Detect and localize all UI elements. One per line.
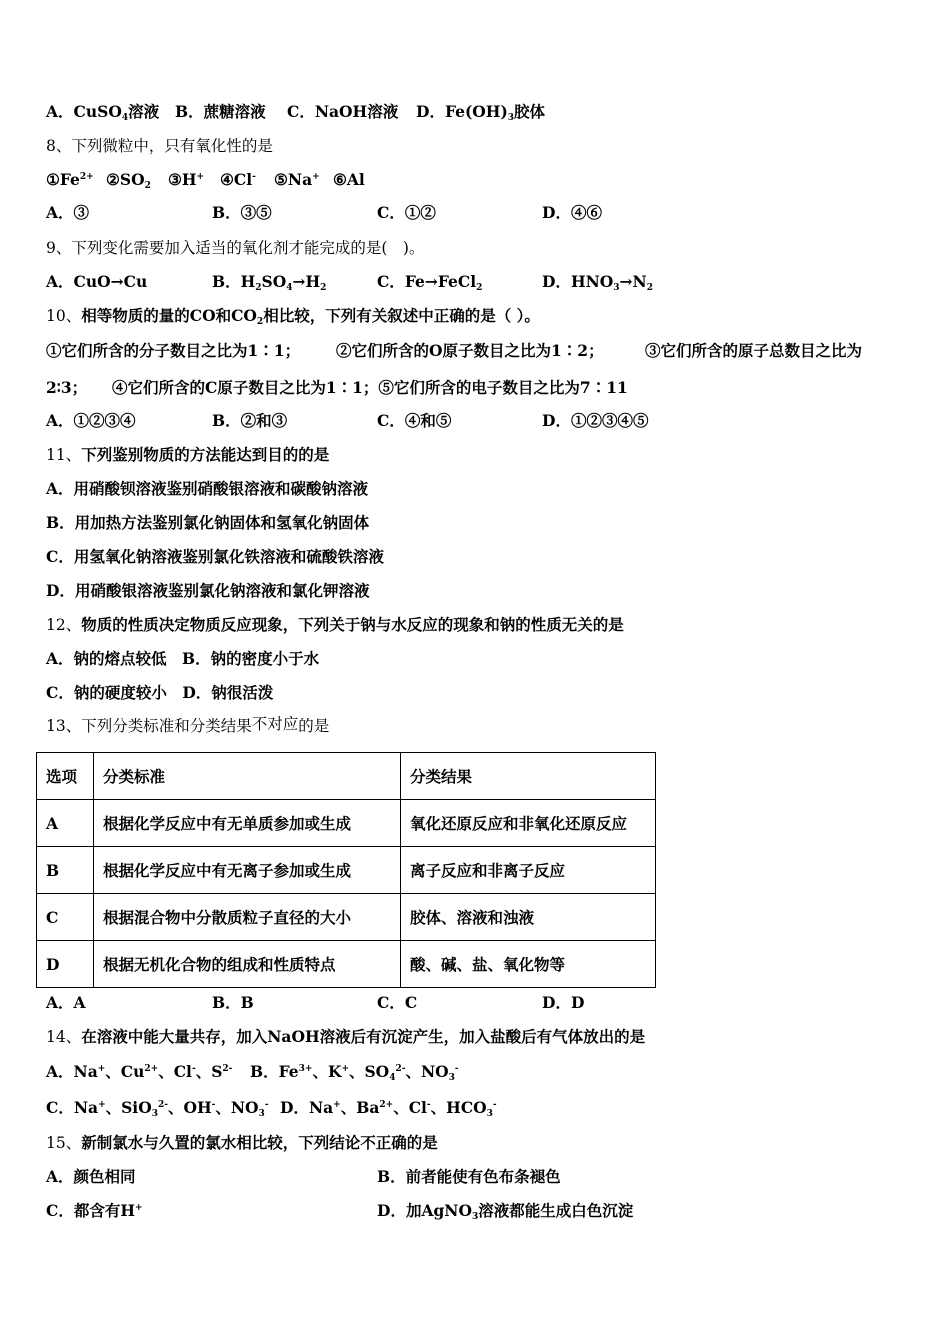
- table-cell: D: [37, 941, 94, 988]
- q11-option-a[interactable]: A．用硝酸钡溶液鉴别硝酸银溶液和碳酸钠溶液: [46, 479, 369, 498]
- q8-option-c[interactable]: C．①②: [377, 203, 436, 222]
- table-cell: C: [37, 894, 94, 941]
- table-cell: 根据无机化合物的组成和性质特点: [94, 941, 401, 988]
- q15-option-d[interactable]: D．加AgNO$_3$溶液都能生成白色沉淀: [377, 1201, 634, 1222]
- q9-stem: 9、下列变化需要加入适当的氧化剂才能完成的是( )。: [46, 239, 425, 257]
- table-cell: 酸、碱、盐、氧化物等: [401, 941, 656, 988]
- q13-stem: 13、下列分类标准和分类结果不对应的是: [46, 715, 330, 735]
- q14-stem: 14、在溶液中能大量共存，加入NaOH溶液后有沉淀产生，加入盐酸后有气体放出的是: [46, 1027, 646, 1046]
- q7-option-c[interactable]: C．NaOH溶液: [287, 102, 399, 121]
- q8-stem: 8、下列微粒中，只有氧化性的是: [46, 137, 273, 155]
- q12-stem: 12、物质的性质决定物质反应现象，下列关于钠与水反应的现象和钠的性质无关的是: [46, 615, 624, 634]
- q7-option-a[interactable]: A．CuSO$_4$溶液: [46, 102, 160, 123]
- table-header-cell: 选项: [37, 753, 94, 800]
- q15-option-b[interactable]: B．前者能使有色布条褪色: [377, 1167, 561, 1186]
- q11-option-d[interactable]: D．用硝酸银溶液鉴别氯化钠溶液和氯化钾溶液: [46, 581, 370, 600]
- table-header-cell: 分类标准: [94, 753, 401, 800]
- q10-stem: 10、相等物质的量的CO和$CO_2$相比较，下列有关叙述中正确的是（ ）。: [46, 306, 540, 327]
- q15-option-c[interactable]: C．都含有H+: [46, 1201, 143, 1220]
- table-header-row: [37, 753, 656, 800]
- q14-option-c[interactable]: C．Na+、SiO$_3^{2-}$、OH-、$NO_3^-$: [46, 1098, 269, 1119]
- q11-option-c[interactable]: C．用氢氧化钠溶液鉴别氯化铁溶液和硫酸铁溶液: [46, 547, 384, 566]
- classification-table: [36, 752, 656, 988]
- table-cell: 胶体、溶液和浊液: [401, 894, 656, 941]
- q8-option-b[interactable]: B．③⑤: [212, 203, 272, 222]
- q15-option-a[interactable]: A．颜色相同: [46, 1167, 136, 1186]
- q11-stem: 11、下列鉴别物质的方法能达到目的的是: [46, 445, 330, 464]
- q10-option-c[interactable]: C．④和⑤: [377, 411, 452, 430]
- table-row: [37, 800, 656, 847]
- table-cell: A: [37, 800, 94, 847]
- q12-options-line2[interactable]: C．钠的硬度较小 D．钠很活泼: [46, 683, 274, 702]
- q14-option-b[interactable]: B．$Fe^{3+}$、K+、$SO_4^{2-}$、$NO_3^-$: [250, 1062, 459, 1083]
- q7-option-b[interactable]: B．蔗糖溶液: [175, 102, 266, 121]
- table-row: [37, 894, 656, 941]
- table-row: [37, 847, 656, 894]
- q12-options-line1[interactable]: A．钠的熔点较低 B．钠的密度小于水: [46, 649, 320, 668]
- table-cell: B: [37, 847, 94, 894]
- q10-option-b[interactable]: B．②和③: [212, 411, 288, 430]
- q15-stem: 15、新制氯水与久置的氯水相比较，下列结论不正确的是: [46, 1133, 438, 1152]
- table-row: [37, 941, 656, 988]
- q13-option-b[interactable]: B．B: [212, 993, 254, 1012]
- q13-option-a[interactable]: A．A: [46, 993, 86, 1012]
- table-cell: 根据化学反应中有无离子参加或生成: [94, 847, 401, 894]
- table-cell: 氧化还原反应和非氧化还原反应: [401, 800, 656, 847]
- q10-option-a[interactable]: A．①②③④: [46, 411, 136, 430]
- q14-option-a[interactable]: A．Na+、$Cu^{2+}$、Cl-、$S^{2-}$: [46, 1062, 233, 1081]
- q8-option-d[interactable]: D．④⑥: [542, 203, 602, 222]
- q10-option-d[interactable]: D．①②③④⑤: [542, 411, 649, 430]
- q7-option-d[interactable]: D．$Fe(OH)_3$胶体: [416, 102, 546, 123]
- q11-option-b[interactable]: B．用加热方法鉴别氯化钠固体和氢氧化钠固体: [46, 513, 370, 532]
- q9-option-d[interactable]: D．$HNO_3\to N_2$: [542, 272, 653, 293]
- table-header-cell: 分类结果: [401, 753, 656, 800]
- q14-option-d[interactable]: D．Na+、$Ba^{2+}$、Cl-、$HCO_3^-$: [280, 1098, 497, 1119]
- q9-option-a[interactable]: A．CuO→Cu: [46, 272, 148, 291]
- q13-option-c[interactable]: C．C: [377, 993, 418, 1012]
- q8-option-a[interactable]: A．③: [46, 203, 90, 222]
- q13-option-d[interactable]: D．D: [542, 993, 585, 1012]
- q9-option-c[interactable]: C．Fe→FeCl$_2$: [377, 272, 483, 293]
- table-cell: 根据混合物中分散质粒子直径的大小: [94, 894, 401, 941]
- q9-option-b[interactable]: B．$H_2SO_4\to H_2$: [212, 272, 327, 293]
- table-cell: 离子反应和非离子反应: [401, 847, 656, 894]
- table-cell: 根据化学反应中有无单质参加或生成: [94, 800, 401, 847]
